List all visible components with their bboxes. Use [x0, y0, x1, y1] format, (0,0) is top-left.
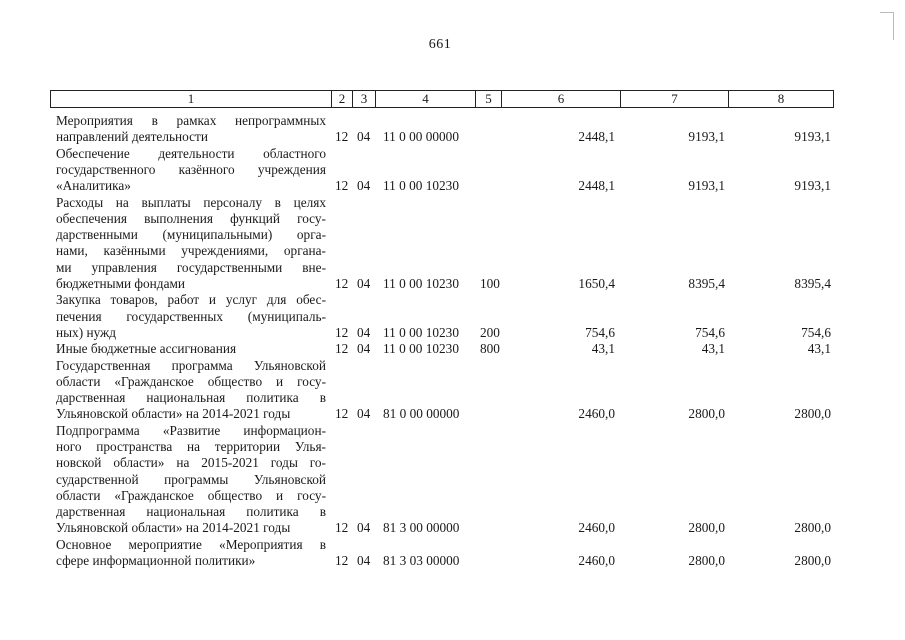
header-col-5: 5	[475, 91, 501, 107]
header-col-1: 1	[187, 91, 195, 106]
description-line: печения государственных (муниципаль-	[56, 308, 326, 324]
row-description	[56, 195, 326, 293]
amount-col-7: 2800,0	[688, 553, 725, 569]
row-description	[56, 423, 326, 537]
section-code: 12	[335, 129, 349, 145]
subsection-code: 04	[357, 341, 371, 357]
description-line: государственного казённого учреждения	[56, 161, 326, 177]
subsection-code: 04	[357, 553, 371, 569]
page-number: 661	[428, 37, 452, 52]
description-line: новской области» на 2015-2021 годы го-	[56, 455, 326, 471]
target-article-code: 81 0 00 00000	[383, 406, 460, 422]
row-description	[56, 146, 326, 195]
description-line: сфере информационной политики»	[56, 553, 256, 569]
section-code: 12	[335, 553, 349, 569]
description-line: Расходы на выплаты персоналу в целях	[56, 194, 326, 210]
description-line: Ульяновской области» на 2014-2021 годы	[56, 406, 291, 422]
subsection-code: 04	[357, 276, 371, 291]
amount-col-8: 2800,0	[794, 553, 831, 569]
description-line: бюджетными фондами	[56, 275, 185, 291]
target-article-code: 11 0 00 10230	[383, 178, 459, 194]
target-article-code: 81 3 03 00000	[383, 553, 460, 569]
description-line: Основное мероприятие «Мероприятия в	[56, 536, 326, 552]
section-code: 12	[335, 520, 349, 536]
target-article-code: 11 0 00 10230	[383, 276, 459, 291]
amount-col-8: 754,6	[801, 324, 831, 340]
description-line: Подпрограмма «Развитие информацион-	[56, 422, 326, 438]
description-line: дарственными (муниципальными) орга-	[56, 227, 326, 243]
amount-col-7: 2800,0	[688, 520, 725, 536]
description-line: области «Гражданское общество и госу-	[56, 373, 326, 389]
amount-col-7: 43,1	[701, 341, 725, 357]
target-article-code: 11 0 00 10230	[383, 324, 459, 340]
header-col-7: 7	[620, 91, 728, 107]
description-line: Обеспечение деятельности областного	[56, 145, 326, 161]
header-col-6: 6	[501, 91, 620, 107]
amount-col-6: 2460,0	[578, 406, 615, 422]
subsection-code: 04	[357, 178, 371, 194]
amount-col-7: 754,6	[695, 324, 725, 340]
amount-col-6: 43,1	[591, 341, 615, 357]
scan-edge-mark	[880, 12, 894, 13]
expense-type-code: 200	[480, 324, 500, 340]
section-code: 12	[335, 341, 349, 357]
header-col-2: 2	[331, 91, 352, 107]
description-line: дарственная национальная политика в	[56, 504, 326, 520]
subsection-code: 04	[357, 324, 371, 340]
description-line: Закупка товаров, работ и услуг для обес-	[56, 292, 326, 308]
amount-col-6: 2460,0	[578, 553, 615, 569]
section-code: 12	[335, 178, 349, 194]
target-article-code: 81 3 00 00000	[383, 520, 460, 536]
amount-col-7: 9193,1	[688, 178, 725, 194]
amount-col-6: 754,6	[585, 324, 615, 340]
row-description	[56, 292, 326, 341]
description-line: Государственная программа Ульяновской	[56, 357, 326, 373]
description-line: дарственная национальная политика в	[56, 390, 326, 406]
header-col-3: 3	[352, 91, 375, 107]
description-line: Мероприятия в рамках непрограммных	[56, 113, 326, 128]
expense-type-code: 100	[480, 276, 500, 291]
amount-col-8: 2800,0	[794, 520, 831, 536]
section-code: 12	[335, 324, 349, 340]
amount-col-7: 2800,0	[688, 406, 725, 422]
amount-col-7: 9193,1	[688, 129, 725, 145]
amount-col-7: 8395,4	[688, 276, 725, 291]
section-code: 12	[335, 406, 349, 422]
subsection-code: 04	[357, 406, 371, 422]
amount-col-8: 8395,4	[794, 276, 831, 291]
description-line: обеспечения выполнения функций госу-	[56, 210, 326, 226]
description-line: области «Гражданское общество и госу-	[56, 487, 326, 503]
amount-col-6: 2448,1	[578, 129, 615, 145]
subsection-code: 04	[357, 520, 371, 536]
description-line: ных) нужд	[56, 324, 116, 340]
row-description	[56, 358, 326, 423]
section-code: 12	[335, 276, 349, 291]
description-line: Иные бюджетные ассигнования	[56, 341, 237, 357]
header-col-8: 8	[728, 91, 833, 107]
amount-col-8: 2800,0	[794, 406, 831, 422]
description-line: сударственной программы Ульяновской	[56, 471, 326, 487]
amount-col-6: 2448,1	[578, 178, 615, 194]
row-description	[56, 113, 326, 146]
target-article-code: 11 0 00 00000	[383, 129, 459, 145]
amount-col-8: 43,1	[807, 341, 831, 357]
amount-col-8: 9193,1	[794, 178, 831, 194]
expense-type-code: 800	[480, 341, 500, 357]
scan-edge-mark	[893, 12, 894, 40]
description-line: Ульяновской области» на 2014-2021 годы	[56, 520, 291, 536]
description-line: ми управления государственными вне-	[56, 259, 326, 275]
description-line: «Аналитика»	[56, 178, 131, 194]
row-description	[56, 537, 326, 570]
target-article-code: 11 0 00 10230	[383, 341, 459, 357]
row-description	[56, 341, 326, 357]
subsection-code: 04	[357, 129, 371, 145]
description-line: ного пространства на территории Улья-	[56, 438, 326, 454]
description-line: направлений деятельности	[56, 129, 208, 145]
description-line: нами, казёнными учреждениями, органа-	[56, 243, 326, 259]
header-col-4: 4	[375, 91, 475, 107]
amount-col-6: 1650,4	[578, 276, 615, 291]
amount-col-6: 2460,0	[578, 520, 615, 536]
amount-col-8: 9193,1	[794, 129, 831, 145]
